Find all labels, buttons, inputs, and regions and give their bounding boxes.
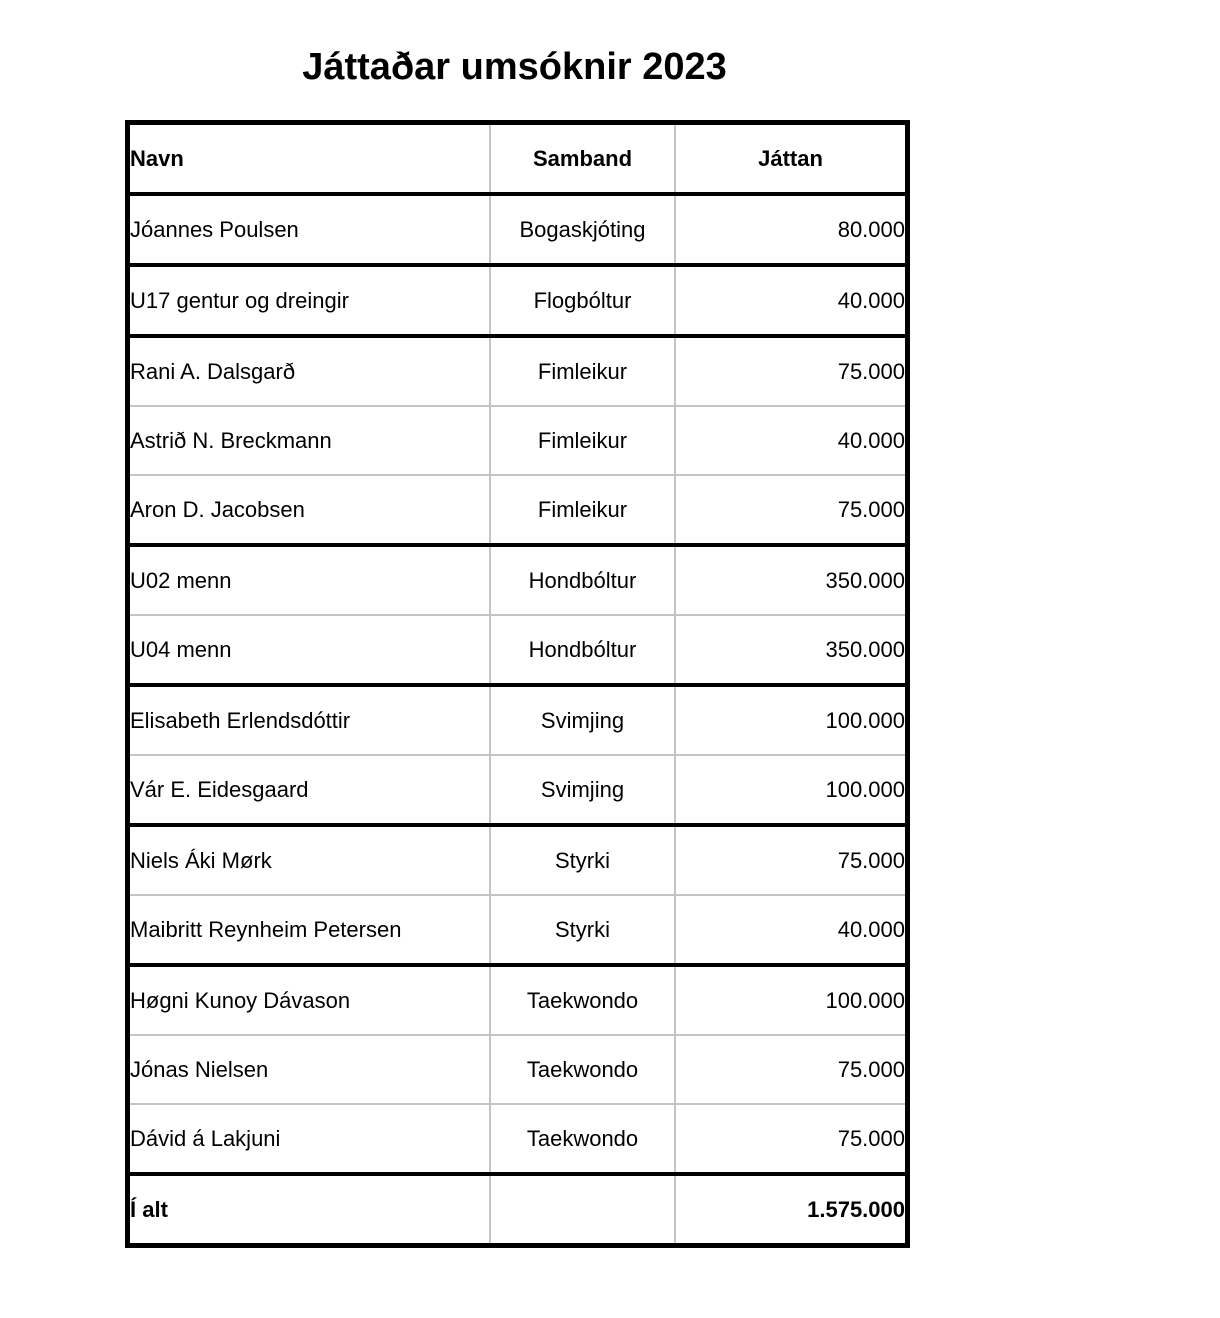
row-samband: Taekwondo	[490, 1104, 675, 1174]
row-jattan: 75.000	[675, 825, 905, 895]
table-row	[130, 194, 905, 265]
column-header-samband: Samband	[490, 125, 675, 194]
row-samband: Fimleikur	[490, 336, 675, 406]
row-samband: Bogaskjóting	[490, 194, 675, 265]
row-samband: Hondbóltur	[490, 615, 675, 685]
row-jattan: 75.000	[675, 1104, 905, 1174]
row-jattan: 100.000	[675, 685, 905, 755]
table-row	[130, 965, 905, 1035]
row-navn: Dávid á Lakjuni	[130, 1125, 281, 1151]
total-label: Í alt	[130, 1196, 168, 1222]
row-navn: Niels Áki Mørk	[130, 847, 272, 873]
row-navn: U02 menn	[130, 567, 232, 593]
table-row	[130, 755, 905, 825]
row-navn: U04 menn	[130, 636, 232, 662]
table-row	[130, 1104, 905, 1174]
table-row	[130, 685, 905, 755]
row-samband: Fimleikur	[490, 406, 675, 475]
row-jattan: 75.000	[675, 336, 905, 406]
column-header-navn: Navn	[130, 145, 184, 171]
row-navn: Jónas Nielsen	[130, 1056, 269, 1082]
row-samband: Styrki	[490, 895, 675, 965]
row-jattan: 40.000	[675, 895, 905, 965]
grants-table-grid	[130, 125, 905, 1243]
table-row	[130, 336, 905, 406]
row-samband: Svimjing	[490, 755, 675, 825]
row-navn: Astrið N. Breckmann	[130, 427, 332, 453]
row-navn: Rani A. Dalsgarð	[130, 358, 296, 384]
table-row	[130, 406, 905, 475]
table-row	[130, 825, 905, 895]
row-samband: Svimjing	[490, 685, 675, 755]
table-row	[130, 1035, 905, 1104]
row-jattan: 350.000	[675, 545, 905, 615]
total-samband-empty	[490, 1174, 675, 1243]
table-row	[130, 475, 905, 545]
row-jattan: 80.000	[675, 194, 905, 265]
row-navn: U17 gentur og dreingir	[130, 287, 349, 313]
row-navn: Høgni Kunoy Dávason	[130, 987, 351, 1013]
row-navn: Maibritt Reynheim Petersen	[130, 916, 402, 942]
table-row	[130, 265, 905, 336]
column-header-jattan: Játtan	[675, 125, 905, 194]
total-row	[130, 1174, 905, 1243]
row-jattan: 75.000	[675, 1035, 905, 1104]
row-jattan: 100.000	[675, 965, 905, 1035]
table-row	[130, 615, 905, 685]
total-amount: 1.575.000	[675, 1174, 905, 1243]
row-samband: Styrki	[490, 825, 675, 895]
header-row	[130, 125, 905, 194]
table-row	[130, 895, 905, 965]
row-samband: Taekwondo	[490, 1035, 675, 1104]
row-navn: Aron D. Jacobsen	[130, 496, 305, 522]
row-samband: Taekwondo	[490, 965, 675, 1035]
grants-table	[125, 120, 910, 1248]
row-samband: Hondbóltur	[490, 545, 675, 615]
row-navn: Elisabeth Erlendsdóttir	[130, 707, 351, 733]
row-navn: Jóannes Poulsen	[130, 216, 299, 242]
table-row	[130, 545, 905, 615]
row-jattan: 40.000	[675, 406, 905, 475]
row-jattan: 40.000	[675, 265, 905, 336]
row-samband: Fimleikur	[490, 475, 675, 545]
row-jattan: 75.000	[675, 475, 905, 545]
row-navn: Vár E. Eidesgaard	[130, 776, 309, 802]
page-title: Játtaðar umsóknir 2023	[302, 46, 727, 88]
row-samband: Flogbóltur	[490, 265, 675, 336]
row-jattan: 100.000	[675, 755, 905, 825]
row-jattan: 350.000	[675, 615, 905, 685]
